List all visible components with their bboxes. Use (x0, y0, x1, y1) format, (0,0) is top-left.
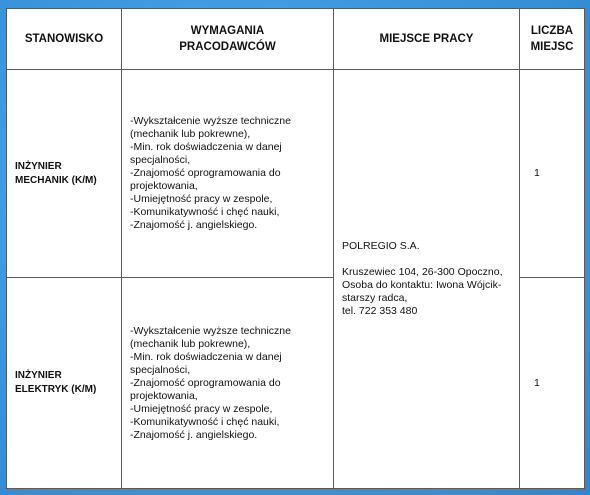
requirement-line: -Znajomość oprogramowania do (130, 167, 281, 179)
requirement-line: (mechanik lub pokrewne), (130, 337, 251, 350)
requirement-line: -Umiejętność pracy w zespole, (130, 402, 273, 415)
header-row (7, 9, 585, 70)
workplace-contact-role: starszy radca, (342, 292, 408, 304)
header-position-label: STANOWISKO (24, 33, 104, 45)
count-value: 1 (534, 167, 540, 179)
header-requirements-line1: WYMAGANIA (190, 25, 265, 37)
requirement-line: -Umiejętność pracy w zespole, (130, 193, 273, 205)
header-requirements (122, 9, 334, 70)
count-cell (520, 70, 585, 278)
requirement-line: -Komunikatywność i chęć nauki, (130, 415, 280, 428)
requirement-line: -Min. rok doświadczenia w danej (130, 350, 282, 363)
header-workplace (334, 9, 520, 70)
requirement-line: -Znajomość j. angielskiego. (130, 428, 258, 441)
header-requirements-line2: PRACODAWCÓW (179, 41, 276, 53)
requirement-line: specjalności, (130, 363, 191, 376)
position-name-line1: INŻYNIER (15, 160, 62, 172)
position-name-line2: MECHANIK (K/M) (15, 174, 97, 186)
workplace-phone: tel. 722 353 480 (342, 305, 418, 317)
workplace-company: POLREGIO S.A. (342, 240, 420, 252)
header-workplace-label: MIEJSCE PRACY (379, 33, 474, 45)
requirement-line: -Znajomość oprogramowania do (130, 376, 281, 389)
header-position (7, 9, 122, 70)
job-offers-table (6, 8, 585, 489)
requirements-cell (122, 278, 334, 489)
position-cell (7, 70, 122, 278)
table-row (7, 70, 585, 278)
position-cell (7, 278, 122, 489)
requirement-line: -Komunikatywność i chęć nauki, (130, 206, 280, 218)
count-cell (520, 278, 585, 489)
requirement-line: -Wykształcenie wyższe techniczne (130, 324, 291, 337)
header-count (520, 9, 585, 70)
requirement-line: projektowania, (130, 180, 198, 192)
position-name-line1: INŻYNIER (15, 370, 62, 381)
workplace-cell (334, 70, 520, 489)
requirements-cell (122, 70, 334, 278)
requirement-line: projektowania, (130, 389, 198, 402)
workplace-address: Kruszewiec 104, 26-300 Opoczno, (342, 266, 503, 278)
requirement-line: -Min. rok doświadczenia w danej (130, 141, 282, 153)
header-count-line1: LICZBA (530, 25, 574, 37)
requirement-line: specjalności, (130, 154, 191, 166)
header-count-line2: MIEJSC (530, 41, 574, 53)
count-value: 1 (534, 376, 540, 389)
position-name-line2: ELEKTRYK (K/M) (15, 384, 97, 395)
workplace-contact: Osoba do kontaktu: Iwona Wójcik- (342, 279, 502, 291)
requirement-line: -Wykształcenie wyższe techniczne (130, 115, 291, 127)
requirement-line: -Znajomość j. angielskiego. (130, 219, 258, 231)
requirement-line: (mechanik lub pokrewne), (130, 128, 251, 140)
